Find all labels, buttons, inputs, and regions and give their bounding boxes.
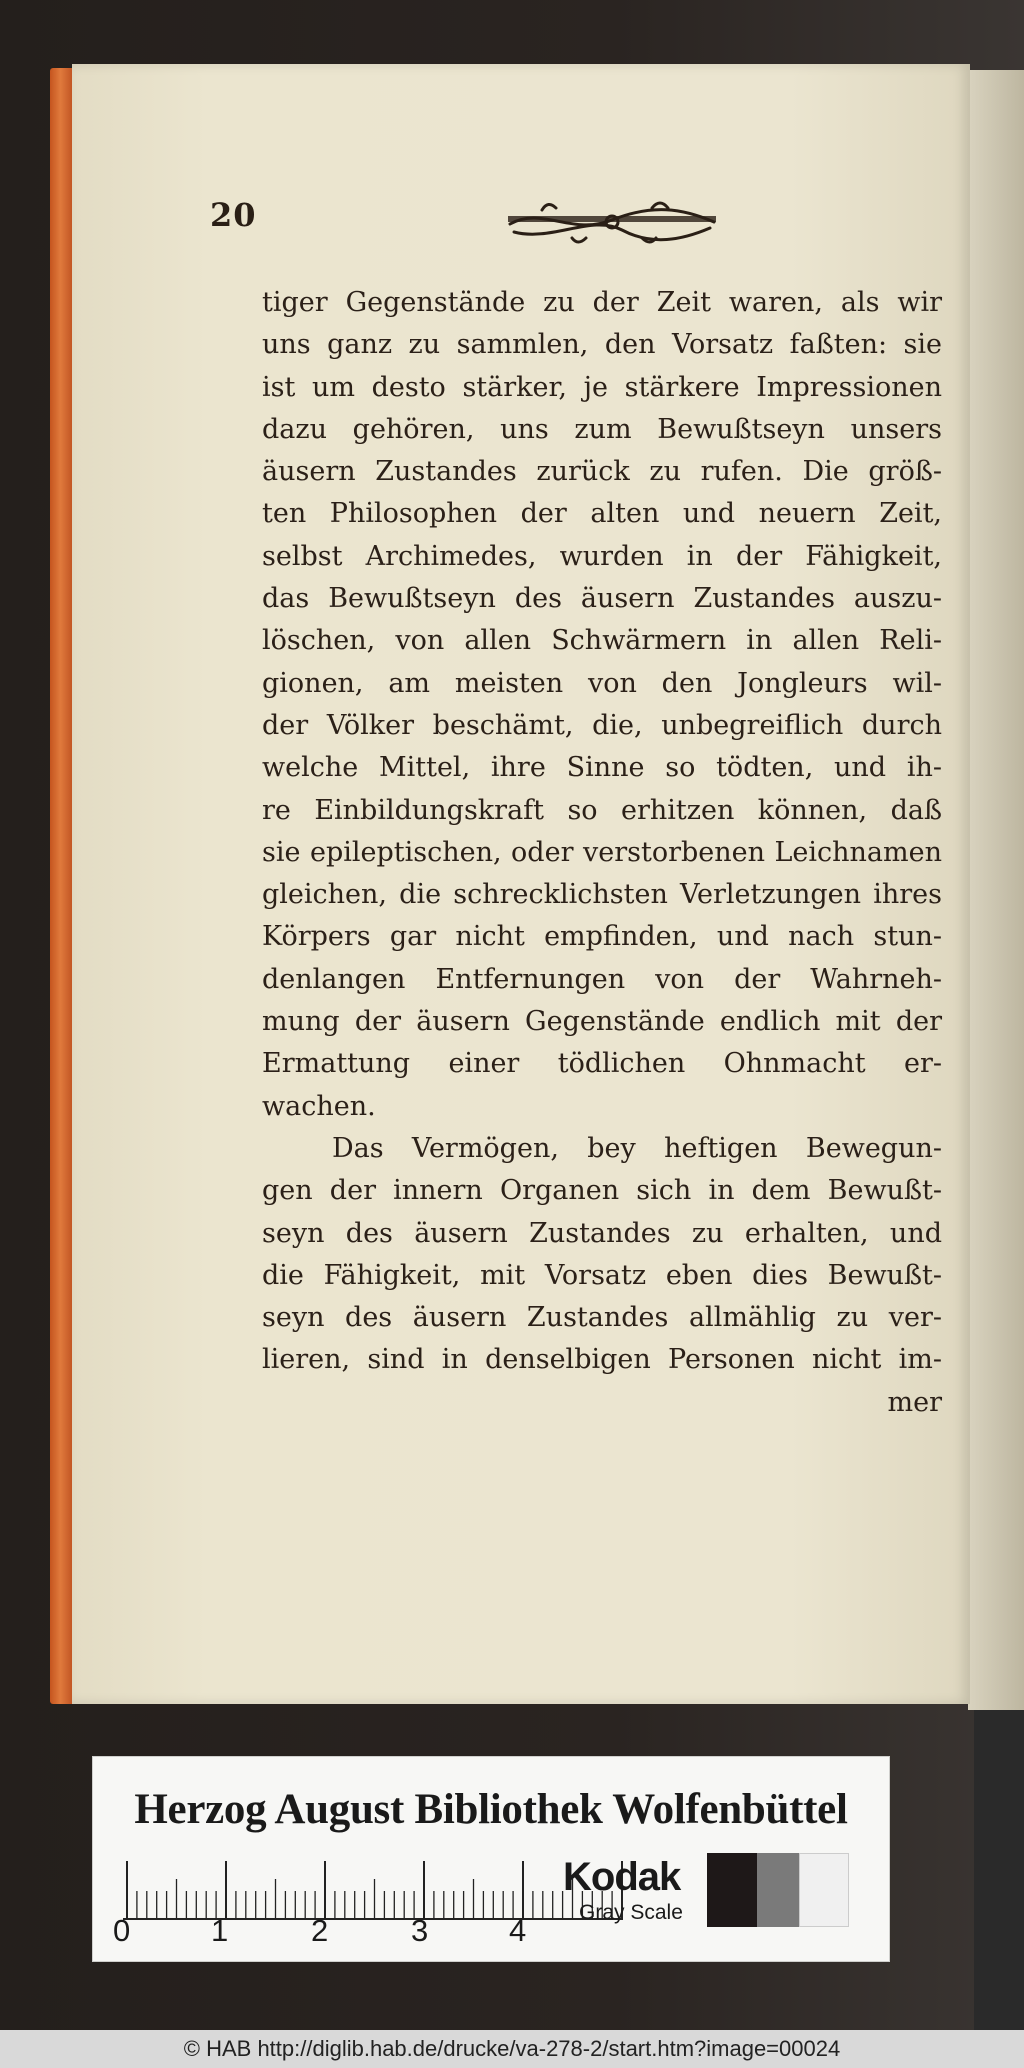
ruler-icon	[123, 1859, 623, 1921]
copyright-footer: © HAB http://diglib.hab.de/drucke/va-278-2/start.htm?image=00024	[0, 2030, 1024, 2068]
text-line: seyn des äusern Zustandes zu erhalten, und	[262, 1217, 942, 1249]
text-line: tiger Gegenstände zu der Zeit waren, als wir	[262, 287, 942, 318]
ruler-labels	[113, 1913, 633, 1953]
text-line: wachen.	[262, 1090, 376, 1122]
text-line: mung der äusern Gegenstände endlich mit der	[262, 1006, 942, 1038]
ruler-label: 1	[211, 1913, 229, 1948]
text-line: Körpers gar nicht empfinden, und nach stun-	[262, 921, 942, 953]
text-line: löschen, von allen Schwärmern in allen Reli-	[262, 625, 942, 657]
text-line: sie epileptischen, oder verstorbenen Leichnamen	[262, 836, 942, 868]
text-line: gen der innern Organen sich in dem Bewußt-	[262, 1175, 942, 1207]
text-line: denlangen Entfernungen von der Wahrneh-	[262, 963, 942, 995]
ruler-label: 3	[411, 1913, 429, 1948]
text-line: Ermattung einer tödlichen Ohnmacht er-	[262, 1048, 942, 1080]
catchword: mer	[887, 1386, 942, 1418]
ruler-label: 4	[509, 1913, 527, 1948]
text-line: ist um desto stärker, je stärkere Impressionen	[262, 371, 942, 403]
adjacent-page	[968, 70, 1024, 1710]
text-line: äusern Zustandes zurück zu rufen. Die größ-	[262, 456, 942, 488]
kodak-logo: Kodak	[563, 1855, 681, 1899]
ornament-icon	[502, 192, 722, 252]
text-line: re Einbildungskraft so erhitzen können, daß	[262, 794, 942, 826]
text-line: gleichen, die schrecklichsten Verletzungen ihres	[262, 879, 942, 911]
gray-swatch-mid	[757, 1853, 799, 1927]
library-name: Herzog August Bibliothek Wolfenbüttel	[134, 1786, 848, 1833]
text-line: welche Mittel, ihre Sinne so tödten, und ih-	[262, 752, 942, 784]
text-line: ten Philosophen der alten und neuern Zeit,	[262, 498, 942, 530]
page-number: 20	[210, 196, 257, 234]
text-line: Das Vermögen, bey heftigen Bewegun-	[332, 1132, 942, 1164]
text-line: seyn des äusern Zustandes allmählig zu ver-	[262, 1302, 942, 1334]
text-line: gionen, am meisten von den Jongleurs wil-	[262, 667, 942, 699]
text-line: die Fähigkeit, mit Vorsatz eben dies Bewußt-	[262, 1259, 942, 1291]
text-line: uns ganz zu sammlen, den Vorsatz faßten: sie	[262, 329, 942, 361]
text-line: das Bewußtseyn des äusern Zustandes auszu-	[262, 583, 942, 615]
gray-scale-label: Gray Scale	[579, 1901, 683, 1924]
ruler-label: 2	[311, 1913, 329, 1948]
adjacent-page-shadow	[974, 1710, 1024, 2030]
gray-swatch-light	[799, 1853, 849, 1927]
page-text	[262, 282, 942, 1424]
text-line: dazu gehören, uns zum Bewußtseyn unsers	[262, 413, 942, 445]
library-color-card	[92, 1756, 890, 1962]
ruler-label: 0	[113, 1913, 131, 1948]
gray-swatch-dark	[707, 1853, 757, 1927]
text-line: lieren, sind in denselbigen Personen nicht im-	[262, 1344, 942, 1376]
text-line: der Völker beschämt, die, unbegreiflich durch	[262, 709, 942, 741]
text-line: selbst Archimedes, wurden in der Fähigkeit,	[262, 540, 942, 572]
